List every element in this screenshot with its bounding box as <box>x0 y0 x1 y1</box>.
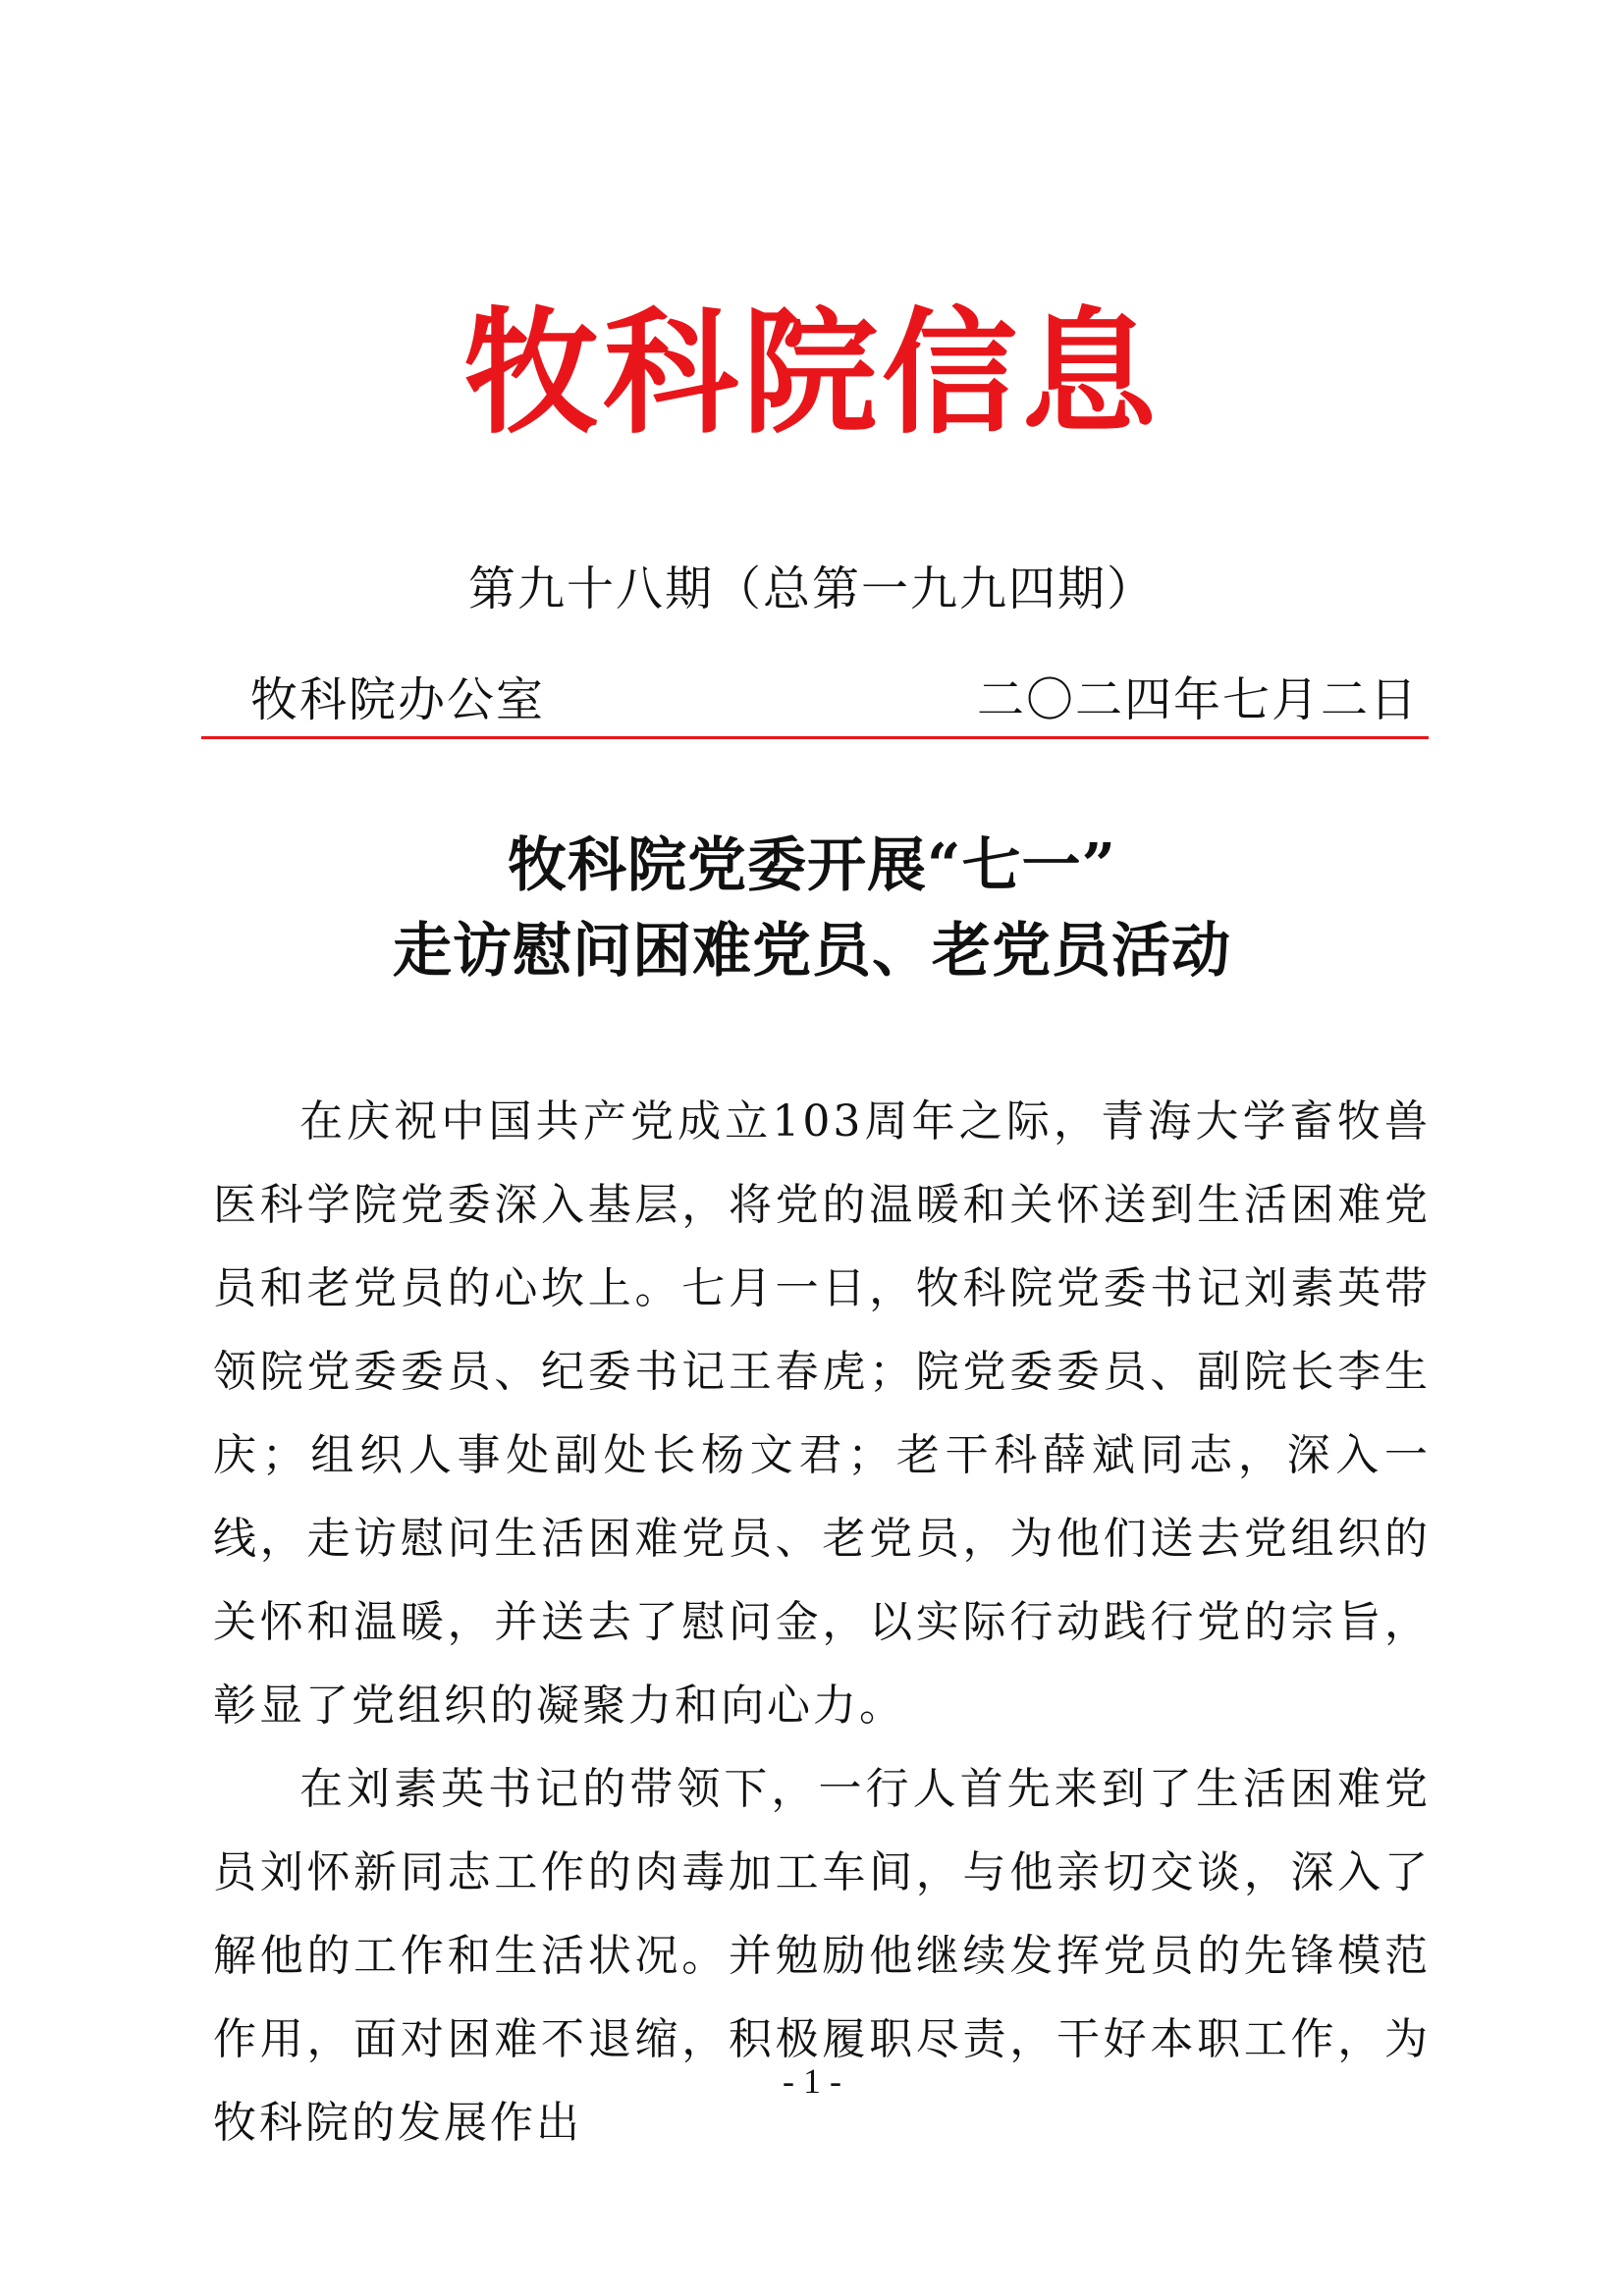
paragraph-1: 在庆祝中国共产党成立103周年之际，青海大学畜牧兽医科学院党委深入基层，将党的温暖和关怀送到生活困难党员和老党员的心坎上。七月一日，牧科院党委书记刘素英带领院党委委员、纪委书记王春虎；院党委委员、副院长李生庆；组织人事处副处长杨文君；老干科薛斌同志，深入一线，走访慰问生活困难党员、老党员，为他们送去党组织的关怀和温暖，并送去了慰问金，以实际行动践行党的宗旨，彰显了党组织的凝聚力和向心力。 <box>213 1096 1431 1731</box>
header-line <box>201 666 1419 734</box>
article-title-line-2: 走访慰问困难党员、老党员活动 <box>393 917 1231 986</box>
article-title-line-1: 牧科院党委开展“七一” <box>507 831 1117 900</box>
paragraph-2: 在刘素英书记的带领下，一行人首先来到了生活困难党员刘怀新同志工作的肉毒加工车间，与他亲切交谈，深入了解他的工作和生活状况。并勉励他继续发挥党员的先锋模范作用，面对困难不退缩，积极履职尽责，干好本职工作，为牧科院的发展作出 <box>213 1764 1431 2148</box>
red-divider <box>201 736 1429 739</box>
issuing-organization: 牧科院办公室 <box>250 672 546 727</box>
issue-date: 二〇二四年七月二日 <box>976 672 1419 727</box>
issue-number: 第九十八期（总第一九九四期） <box>467 561 1156 616</box>
article-body <box>213 1080 1431 2164</box>
masthead-title: 牧科院信息 <box>462 294 1161 453</box>
page-number: - 1 - <box>783 2061 841 2101</box>
